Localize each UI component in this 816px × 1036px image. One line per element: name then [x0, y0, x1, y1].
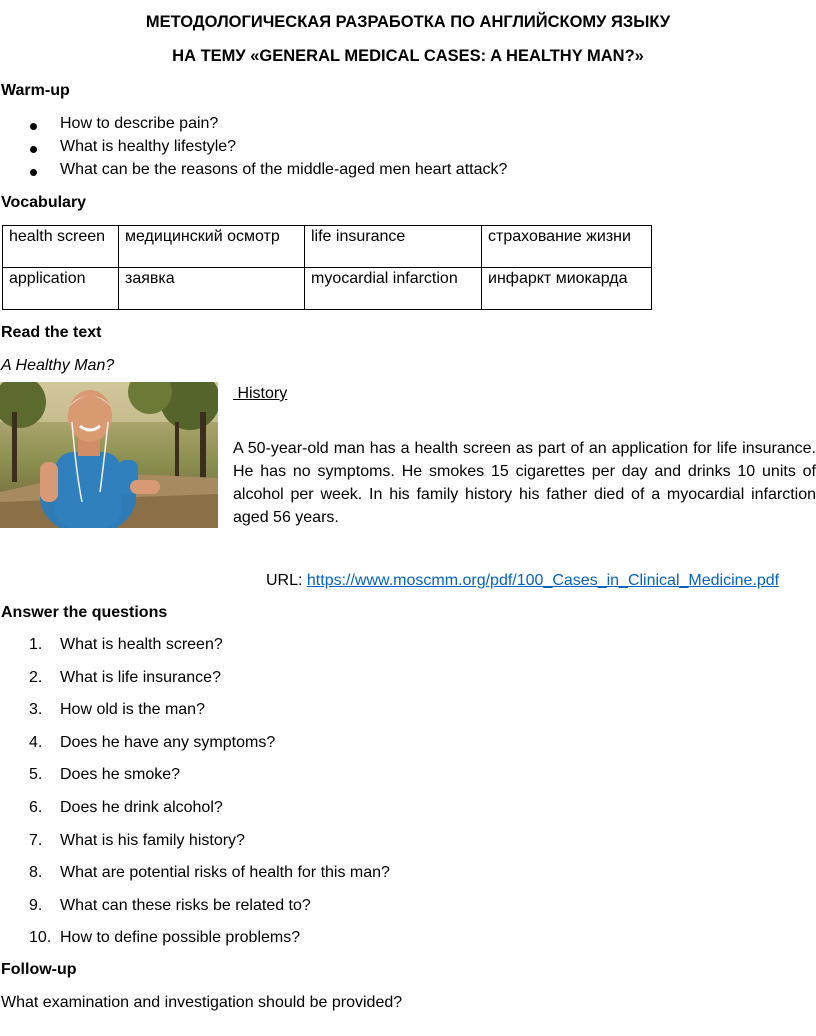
history-label: History: [233, 385, 288, 402]
question-number: 7.: [29, 832, 43, 849]
question-number: 1.: [29, 636, 43, 653]
question-text: What is his family history?: [60, 832, 245, 849]
warmup-heading: Warm-up: [1, 82, 70, 99]
question-text: What is life insurance?: [60, 669, 221, 686]
warmup-item: How to describe pain?: [60, 115, 219, 132]
table-cell: медицинский осмотр: [119, 226, 305, 268]
question-text: Does he drink alcohol?: [60, 799, 223, 816]
bullet-icon: [30, 146, 37, 153]
read-text-heading: Read the text: [1, 324, 102, 341]
case-paragraph: A 50-year-old man has a health screen as part of an application for life insurance. He has no symptoms. He smokes 15 cigarettes per day and drinks 10 units of alcohol per week. In his family history his father died of a myocardial infarction aged 56 years.: [233, 440, 816, 526]
table-cell: страхование жизни: [482, 226, 652, 268]
table-cell: заявка: [119, 268, 305, 310]
question-number: 2.: [29, 669, 43, 686]
warmup-item: What is healthy lifestyle?: [60, 138, 237, 155]
vocabulary-table: [2, 225, 652, 310]
question-text: What can these risks be related to?: [60, 897, 311, 914]
question-text: Does he have any symptoms?: [60, 734, 276, 751]
question-number: 10.: [29, 929, 52, 946]
table-cell: myocardial infarction: [305, 268, 482, 310]
bullet-icon: [30, 123, 37, 130]
table-cell: application: [3, 268, 119, 310]
table-cell: health screen: [3, 226, 119, 268]
document-title-line-1: МЕТОДОЛОГИЧЕСКАЯ РАЗРАБОТКА ПО АНГЛИЙСКОМУ ЯЗЫКУ: [145, 13, 671, 31]
question-number: 8.: [29, 864, 43, 881]
question-number: 6.: [29, 799, 43, 816]
table-cell: life insurance: [305, 226, 482, 268]
table-row: [3, 268, 652, 310]
question-number: 4.: [29, 734, 43, 751]
question-number: 3.: [29, 701, 43, 718]
vocabulary-heading: Vocabulary: [1, 194, 87, 211]
source-link[interactable]: https://www.moscmm.org/pdf/100_Cases_in_Clinical_Medicine.pdf: [306, 572, 780, 589]
table-row: [3, 226, 652, 268]
question-text: Does he smoke?: [60, 766, 181, 783]
bullet-icon: [30, 169, 37, 176]
url-label: URL:: [266, 572, 307, 589]
jogging-man-photo: [0, 382, 218, 528]
document-title-line-2: НА ТЕМУ «GENERAL MEDICAL CASES: A HEALTHY MAN?»: [172, 47, 644, 65]
question-text: What is health screen?: [60, 636, 223, 653]
table-cell: инфаркт миокарда: [482, 268, 652, 310]
question-number: 5.: [29, 766, 43, 783]
questions-heading: Answer the questions: [1, 604, 168, 621]
question-text: What are potential risks of health for this man?: [60, 864, 390, 881]
question-text: How old is the man?: [60, 701, 205, 718]
question-text: How to define possible problems?: [60, 929, 301, 946]
url-line: [266, 572, 779, 590]
text-title: A Healthy Man?: [1, 357, 115, 374]
warmup-item: What can be the reasons of the middle-aged men heart attack?: [60, 161, 508, 178]
question-number: 9.: [29, 897, 43, 914]
followup-question: What examination and investigation should be provided?: [1, 994, 403, 1011]
followup-heading: Follow-up: [1, 961, 77, 978]
